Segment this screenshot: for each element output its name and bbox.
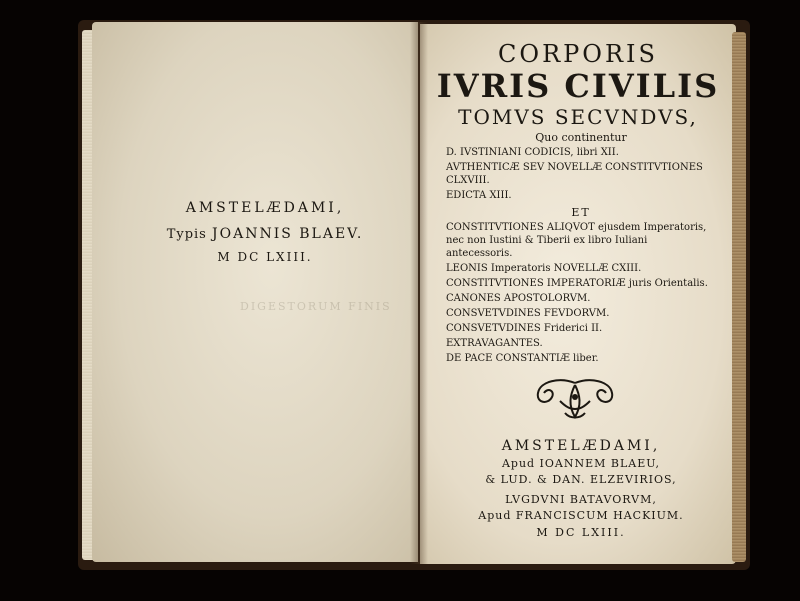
publisher-year: M DC LXIII. bbox=[536, 526, 626, 539]
ornament-icon bbox=[530, 375, 620, 425]
contents-list bbox=[446, 131, 716, 367]
contents-item: CONSVETVDINES Friderici II. bbox=[446, 323, 603, 334]
contents-item: CONSVETVDINES FEVDORVM. bbox=[446, 308, 610, 319]
title-line-2: IVRIS CIVILIS bbox=[436, 67, 720, 105]
imprint-printer-prefix: Typis bbox=[166, 227, 207, 242]
publisher-line: Apud FRANCISCUM HACKIUM. bbox=[478, 509, 684, 522]
publishers-block bbox=[436, 438, 726, 539]
contents-item: EXTRAVAGANTES. bbox=[446, 338, 543, 349]
contents-item: D. IVSTINIANI CODICIS, libri XII. bbox=[446, 147, 619, 158]
imprint-city: AMSTELÆDAMI, bbox=[185, 200, 345, 216]
contents-et: ET bbox=[571, 206, 591, 219]
contents-item: LEONIS Imperatoris NOVELLÆ CXIII. bbox=[446, 263, 642, 274]
title-line-3: TOMVS SECVNDVS, bbox=[458, 105, 698, 129]
imprint-printer bbox=[150, 226, 380, 242]
bleed-through-text: DIGESTORUM FINIS bbox=[240, 300, 392, 313]
imprint-printer-name: JOANNIS BLAEV. bbox=[212, 226, 364, 242]
right-page-edges bbox=[732, 32, 746, 562]
left-page bbox=[92, 22, 418, 562]
contents-item: CANONES APOSTOLORVM. bbox=[446, 293, 591, 304]
imprint-year: M DC LXIII. bbox=[217, 250, 313, 264]
contents-item: AVTHENTICÆ SEV NOVELLÆ CONSTITVTIONES CLXVIII. bbox=[446, 162, 703, 186]
publisher-city: AMSTELÆDAMI, bbox=[501, 438, 661, 454]
contents-item: DE PACE CONSTANTIÆ liber. bbox=[446, 353, 599, 364]
publisher-line: Apud IOANNEM BLAEU, bbox=[501, 457, 661, 470]
publisher-city-2: LVGDVNI BATAVORVM, bbox=[505, 493, 657, 506]
contents-item: EDICTA XIII. bbox=[446, 190, 512, 201]
contents-item: CONSTITVTIONES ALIQVOT ejusdem Imperatoris, nec non Iustini & Tiberii ex libro Iuliani antecessoris. bbox=[446, 222, 707, 259]
left-imprint bbox=[150, 200, 380, 264]
book-gutter bbox=[410, 22, 428, 564]
title-line-1: CORPORIS bbox=[498, 40, 658, 68]
contents-item: CONSTITVTIONES IMPERATORIÆ juris Orientalis. bbox=[446, 278, 708, 289]
publisher-line: & LUD. & DAN. ELZEVIRIOS, bbox=[485, 473, 677, 486]
title-block bbox=[432, 40, 724, 130]
contents-lead: Quo continentur bbox=[535, 131, 627, 144]
